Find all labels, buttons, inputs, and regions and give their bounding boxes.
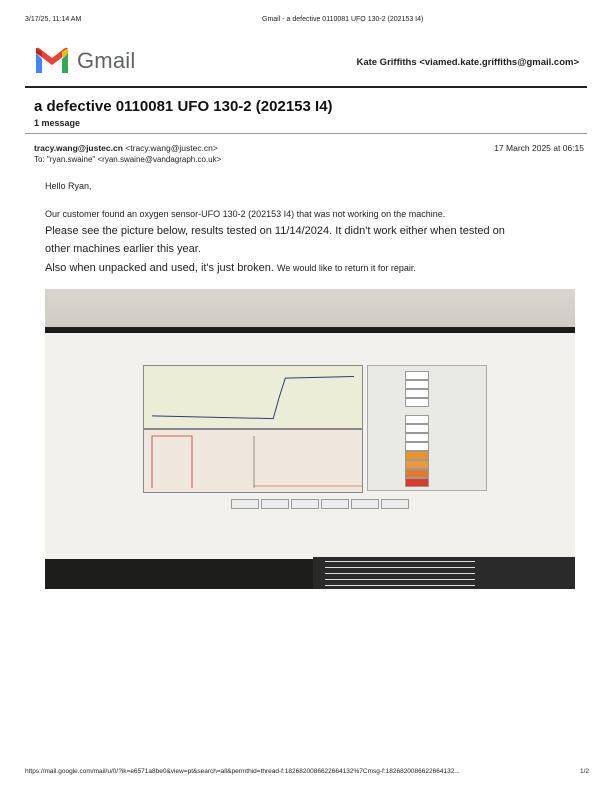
- photo-screen-button: [231, 499, 259, 509]
- sender-email[interactable]: tracy.wang@justec.cn: [34, 143, 123, 153]
- photo-console-line: [325, 585, 475, 586]
- photo-status-field: [405, 469, 429, 478]
- photo-field: [405, 398, 429, 407]
- email-date: 17 March 2025 at 06:15: [494, 143, 584, 153]
- print-title: Gmail - a defective 0110081 UFO 130-2 (202153 I4): [262, 16, 424, 23]
- subject-divider: [25, 133, 587, 134]
- gmail-wordmark: Gmail: [77, 48, 136, 73]
- photo-status-field: [405, 451, 429, 460]
- sender-address: <tracy.wang@justec.cn>: [125, 143, 218, 153]
- photo-field: [405, 442, 429, 451]
- account-name: Kate Griffiths <viamed.kate.griffiths@gmail.com>: [356, 57, 579, 68]
- body-text-small: We would like to return it for repair.: [277, 263, 416, 273]
- photo-field: [405, 371, 429, 380]
- photo-screen-button: [321, 499, 349, 509]
- attached-photo: [45, 289, 575, 589]
- photo-screen-button: [381, 499, 409, 509]
- photo-chart-top: [143, 365, 363, 429]
- photo-chart-bottom-lines: [144, 430, 362, 492]
- sender: [34, 143, 218, 153]
- photo-console-line: [325, 561, 475, 562]
- gmail-logo: [34, 47, 154, 75]
- photo-console-line: [325, 573, 475, 574]
- photo-status-field: [405, 478, 429, 487]
- header-divider: [25, 86, 587, 88]
- recipient: To: "ryan.swaine" <ryan.swaine@vandagraph.co.uk>: [34, 155, 222, 164]
- photo-status-field: [405, 460, 429, 469]
- print-datetime: 3/17/25, 11:14 AM: [25, 16, 82, 23]
- page-number: 1/2: [579, 768, 589, 775]
- email-body-line: other machines earlier this year.: [45, 243, 201, 255]
- photo-field: [405, 424, 429, 433]
- email-body-line: Please see the picture below, results tested on 11/14/2024. It didn't work either when tested on: [45, 225, 505, 237]
- body-text: Also when unpacked and used, it's just broken.: [45, 262, 274, 274]
- gmail-m-icon: [34, 47, 70, 75]
- body-text: Our customer found an oxygen sensor-UFO 130-2 (202153 I4) that was not working on the machine.: [45, 209, 446, 219]
- email-body-line: [45, 260, 585, 277]
- photo-console-line: [325, 567, 475, 568]
- photo-screen-button: [351, 499, 379, 509]
- photo-chart-bottom: [143, 429, 363, 493]
- footer-url: https://mail.google.com/mail/u/0/?ik=e6571a8be0&view=pt&search=all&permthid=thread-f:1826820086622664132%7Cmsg-f:1826820086622664132...: [25, 768, 460, 775]
- photo-console-line: [325, 579, 475, 580]
- photo-chart-top-curve: [144, 366, 362, 428]
- photo-field: [405, 415, 429, 424]
- message-count: 1 message: [34, 118, 81, 128]
- photo-screen-button: [261, 499, 289, 509]
- photo-field: [405, 433, 429, 442]
- email-greeting: Hello Ryan,: [45, 181, 92, 191]
- email-subject: a defective 0110081 UFO 130-2 (202153 I4): [34, 98, 333, 115]
- photo-field: [405, 380, 429, 389]
- photo-screen-button: [291, 499, 319, 509]
- photo-field: [405, 389, 429, 398]
- email-body-line: [45, 206, 585, 223]
